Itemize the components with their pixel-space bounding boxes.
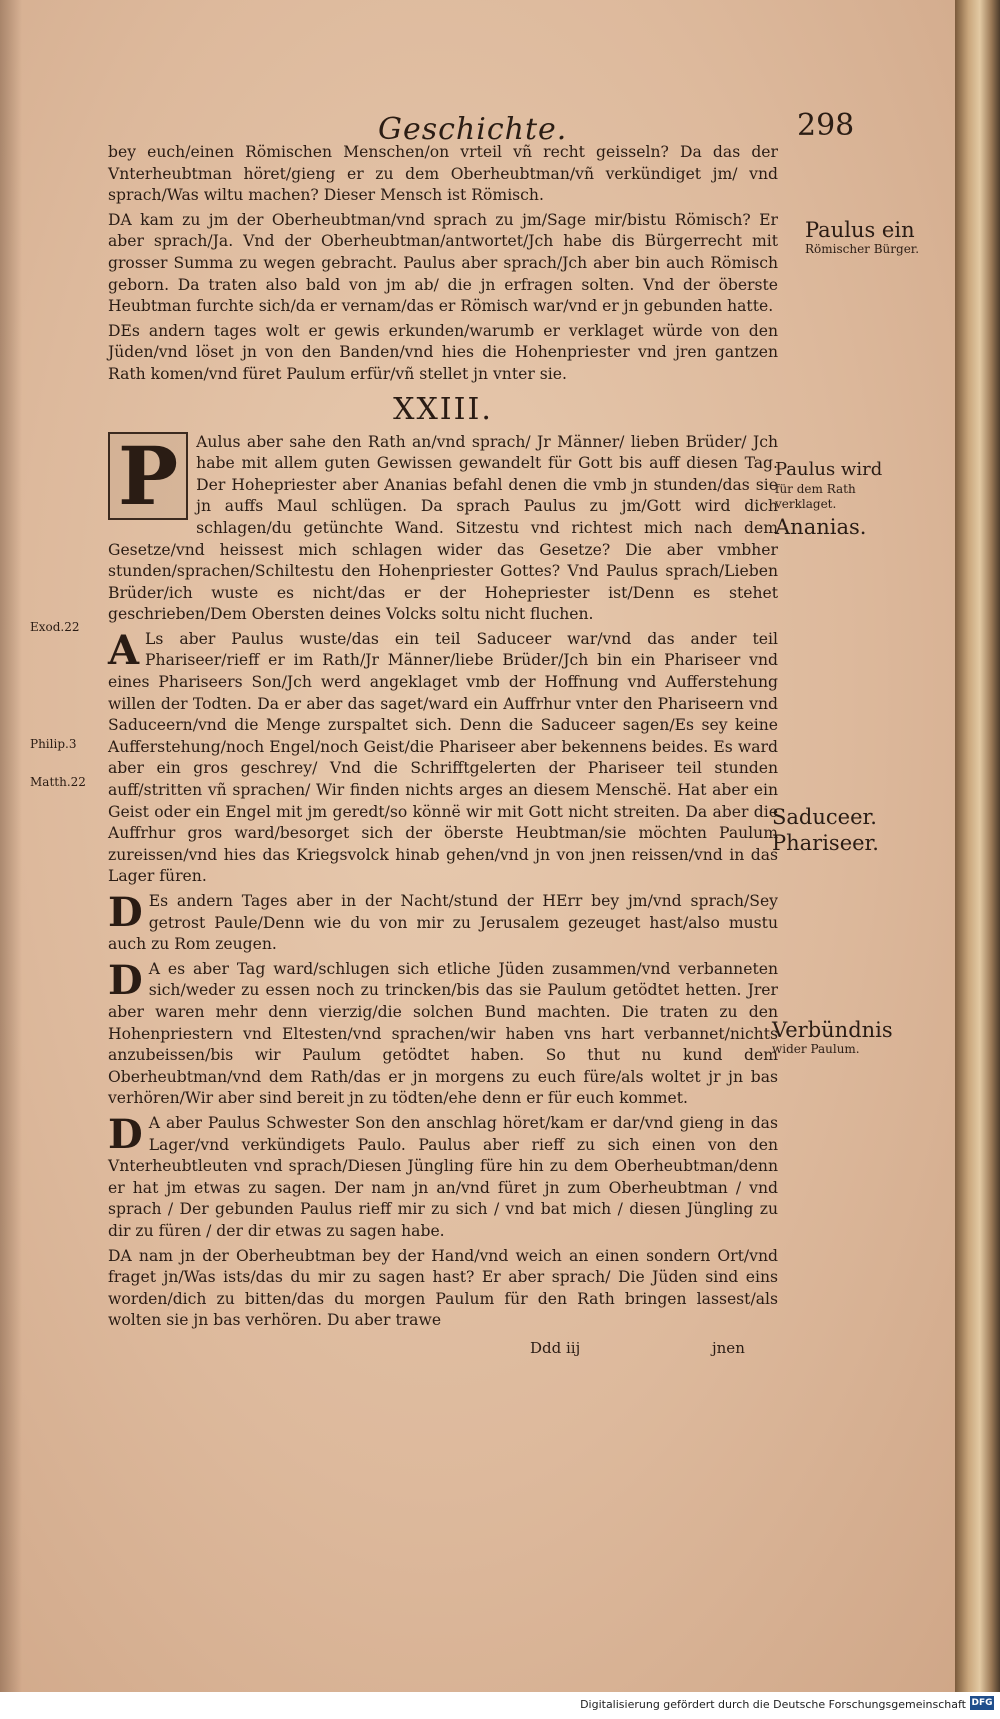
paragraph	[108, 428, 778, 626]
dfg-logo-icon: DFG	[971, 1698, 993, 1708]
book-page-edges	[955, 0, 1000, 1719]
margin-note	[772, 1018, 922, 1057]
paragraph: bey euch/einen Römischen Menschen/on vrteil vñ recht geisseln? Da das der Vnterheubtman höret/gieng er zu dem Oberheubtman/vñ verkündiget jm/ vnd sprach/Was wiltu machen? Dieser Mensch ist Römisch.	[108, 143, 778, 205]
paragraph	[108, 626, 778, 888]
scripture-reference: Exod.22	[30, 620, 80, 634]
chapter-heading: XXIII.	[393, 391, 493, 427]
paragraph-text: Ls aber Paulus wuste/das ein teil Saduceer war/vnd das ander teil Phariseer/rieff er im Rath/Jr Männer/liebe Brüder/Jch bin ein Phariseer vnd eines Phariseers Son/Jch werd angeklaget vmb der Hoffnung vnd Aufferstehung willen der Todten. Da er aber das saget/ward ein Auffrhur vnter den Phariseern vnd Saduceern/vnd die Menge zurspaltet sich. Denn die Saduceer sagen/Es sey keine Aufferstehung/noch Engel/noch Geist/die Phariseer aber bekennens beides. Es ward aber ein gros geschrey/ Vnd die Schrifftgelerten der Phariseer teil stunden auff/stritten vñ sprachen/ Wir finden nichts arges an diesem Menschë. Hat aber ein Geist oder ein Engel mit jm geredt/so könnë wir mit Gott nicht streiten. Da aber die Auffrhur gros ward/besorget sich der öberste Heubtman/sie möchten Paulum zureissen/vnd hies das Kriegsvolck hinab gehen/vnd jn von jnen reissen/vnd in das Lager füren.	[108, 629, 778, 886]
catchword: jnen	[712, 1339, 745, 1357]
folio-number: 298	[797, 108, 855, 143]
paragraph: DEs andern tages wolt er gewis erkunden/warumb er verklaget würde von den Jüden/vnd löset jn von den Banden/vnd hies die Hohenpriester vnd jren gantzen Rath komen/vnd füret Paulum erfür/vñ stellet jn vnter sie.	[108, 321, 778, 383]
margin-note-title: Paulus ein	[805, 218, 915, 242]
paragraph	[108, 956, 778, 1110]
paragraph-text: Aulus aber sahe den Rath an/vnd sprach/ Jr Männer/ lieben Brüder/ Jch habe mit allem guten Gewissen gewandelt für Gott bis auff diesen Tag. Der Hohepriester aber Ananias befahl denen die vmb jn stunden/das sie jn auffs Maul schlügen. Da sprach Paulus zu jm/Gott wird dich schlagen/du getünchte Wand. Sitzestu vnd richtest mich nach dem Gesetze/vnd heissest mich schlagen wider das Gesetze? Die aber vmbher stunden/sprachen/Schiltestu den Hohenpriester Gottes? Vnd Paulus sprach/Lieben Brüder/ich wuste es nicht/das er der Hohepriester ist/Denn es stehet geschrieben/Dem Obersten deines Volcks soltu nicht fluchen.	[108, 432, 778, 624]
margin-note: Phariseer.	[772, 831, 879, 855]
paragraph: DA kam zu jm der Oberheubtman/vnd sprach zu jm/Sage mir/bistu Römisch? Er aber sprach/Ja. Vnd der Oberheubtman/antwortet/Jch habe dis Bürgerrecht mit grosser Summa zu wegen gebracht. Paulus aber sprach/Jch aber bin auch Römisch geborn. Da traten also bald von jm ab/ die jn erfragen solten. Vnd der öberste Heubtman furchte sich/da er vernam/das er Römisch war/vnd er jn gebunden hatte.	[108, 210, 778, 316]
initial-letter: D	[108, 1110, 143, 1158]
paragraph	[108, 1110, 778, 1243]
paragraph: DA nam jn der Oberheubtman bey der Hand/vnd weich an einen sondern Ort/vnd fraget jn/Was ists/das du mir zu sagen hast? Er aber sprach/ Die Jüden sind eins worden/dich zu bitten/das du morgen Paulum für den Rath bringen lassest/als wolten sie jn bas verhören. Du aber trawe	[108, 1246, 778, 1330]
paragraph-text: Es andern Tages aber in der Nacht/stund der HErr bey jm/vnd sprach/Sey getrost Paule/Denn wie du von mir zu Jerusalem gezeuget hast/also mustu auch zu Rom zeugen.	[108, 892, 778, 954]
margin-note-sub: wider Paulum.	[772, 1042, 860, 1056]
paragraph-text: A es aber Tag ward/schlugen sich etliche Jüden zusammen/vnd verbanneten sich/weder zu essen noch zu trincken/bis das sie Paulum getödtet hetten. Jrer aber waren mehr denn vierzig/die solchen Bund machten. Die traten zu den Hohenpriestern vnd Eltesten/vnd sprachen/wir haben vns hart verbannet/nichts anzubeissen/bis wir Paulum getödtet haben. So thut nu kund dem Oberheubtman/vnd dem Rath/das er jn morgens zu euch füre/als woltet jr jn bas verhören/Wir aber sind bereit jn zu tödten/ehe denn er für euch kommet.	[108, 959, 778, 1108]
running-title: Geschichte.	[378, 112, 568, 147]
gutter-shadow	[0, 0, 22, 1719]
paragraph-text: A aber Paulus Schwester Son den anschlag höret/kam er dar/vnd gieng in das Lager/vnd verkündigets Paulo. Paulus aber rieff zu sich einen von den Vnterheubtleuten vnd sprach/Diesen Jüngling füre hin zu dem Oberheubtman/denn er hat jm etwas zu sagen. Der nam jn an/vnd füret jn zum Oberheubtman / vnd sprach / Der gebunden Paulus rieff mir zu sich / vnd bat mich / diesen Jüngling zu dir zu füren / der dir etwas zu sagen habe.	[108, 1113, 778, 1240]
decorated-initial: P	[108, 432, 188, 520]
main-text-column	[108, 142, 778, 1335]
scripture-reference: Philip.3	[30, 737, 77, 751]
margin-note-sub: für dem Rath verklaget.	[775, 482, 856, 511]
margin-note: Ananias.	[775, 515, 867, 539]
margin-note	[805, 218, 925, 257]
funding-credit: Digitalisierung gefördert durch die Deutsche Forschungsgemeinschaft	[580, 1698, 966, 1711]
initial-letter: D	[108, 889, 143, 936]
margin-note	[775, 458, 915, 512]
initial-letter: D	[108, 956, 143, 1004]
scripture-reference: Matth.22	[30, 775, 86, 789]
paragraph	[108, 891, 778, 956]
initial-letter: A	[108, 626, 140, 674]
signature-mark: Ddd iij	[530, 1339, 581, 1357]
margin-note: Saduceer.	[772, 805, 877, 829]
margin-note-sub: Römischer Bürger.	[805, 242, 920, 256]
margin-note-title: Verbündnis	[772, 1018, 893, 1042]
margin-note-title: Paulus wird	[775, 459, 883, 480]
